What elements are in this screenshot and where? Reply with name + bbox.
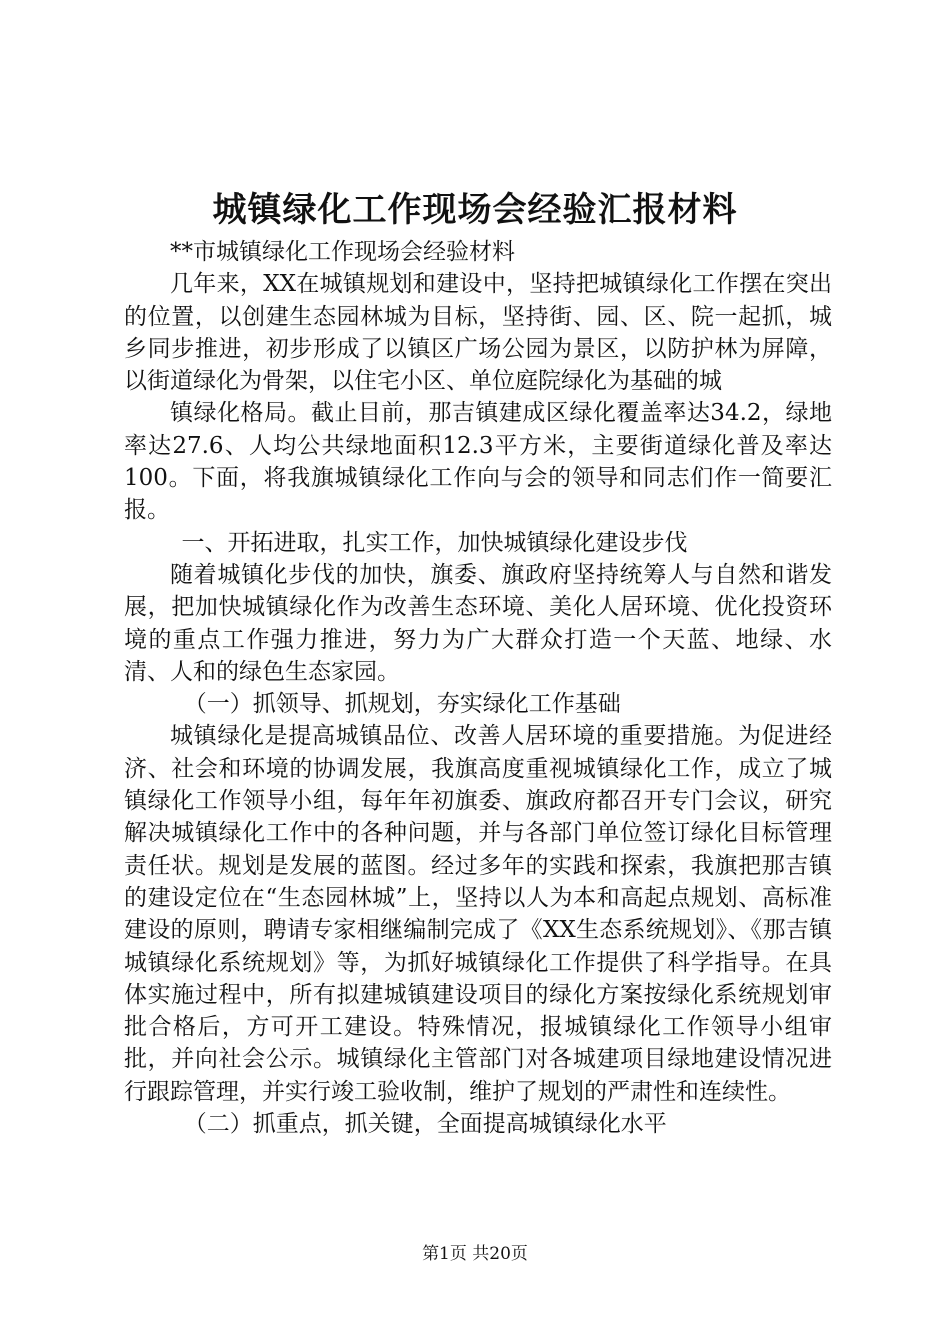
document-body xyxy=(124,236,832,1140)
paragraph-intro: 几年来，XX在城镇规划和建设中，坚持把城镇绿化工作摆在突出的位置，以创建生态园林城为目标，坚持街、园、区、院一起抓，城乡同步推进，初步形成了以镇区广场公园为景区，以防护林为屏障，以街道绿化为骨架，以住宅小区、单位庭院绿化为基础的城 xyxy=(124,271,832,395)
subsection-heading-1: （一）抓领导、抓规划，夯实绿化工作基础 xyxy=(183,691,621,718)
page-footer: 第1页 共20页 xyxy=(422,1244,528,1264)
section-heading-1: 一、开拓进取，扎实工作，加快城镇绿化建设步伐 xyxy=(181,529,688,556)
subsection-heading-2: （二）抓重点，抓关键，全面提高城镇绿化水平 xyxy=(183,1111,667,1138)
paragraph-subsection-1: 城镇绿化是提高城镇品位、改善人居环境的重要措施。为促进经济、社会和环境的协调发展，我旗高度重视城镇绿化工作，成立了城镇绿化工作领导小组，每年年初旗委、旗政府都召开专门会议，研究解决城镇绿化工作中的各种问题，并与各部门单位签订绿化目标管理责任状。规划是发展的蓝图。经过多年的实践和探索，我旗把那吉镇的建设定位在“生态园林城”上，坚持以人为本和高起点规划、高标准建设的原则，聘请专家相继编制完成了《XX生态系统规划》、《那吉镇城镇绿化系统规划》等，为抓好城镇绿化工作提供了科学指导。在具体实施过程中，所有拟建城镇建设项目的绿化方案按绿化系统规划审批合格后，方可开工建设。特殊情况，报城镇绿化工作领导小组审批，并向社会公示。城镇绿化主管部门对各城建项目绿地建设情况进行跟踪管理，并实行竣工验收制，维护了规划的严肃性和连续性。 xyxy=(124,723,832,1105)
paragraph-subtitle: **市城镇绿化工作现场会经验材料 xyxy=(170,239,515,265)
document-title: 城镇绿化工作现场会经验汇报材料 xyxy=(212,190,738,230)
paragraph-section-1: 随着城镇化步伐的加快，旗委、旗政府坚持统筹人与自然和谐发展，把加快城镇绿化作为改善生态环境、美化人居环境、优化投资环境的重点工作强力推进，努力为广大群众打造一个天蓝、地绿、水清、人和的绿色生态家园。 xyxy=(124,561,832,685)
paragraph-stats: 镇绿化格局。截止目前，那吉镇建成区绿化覆盖率达34.2，绿地率达27.6、人均公共绿地面积12.3平方米，主要街道绿化普及率达100。下面，将我旗城镇绿化工作向与会的领导和同志们作一简要汇报。 xyxy=(124,400,832,524)
